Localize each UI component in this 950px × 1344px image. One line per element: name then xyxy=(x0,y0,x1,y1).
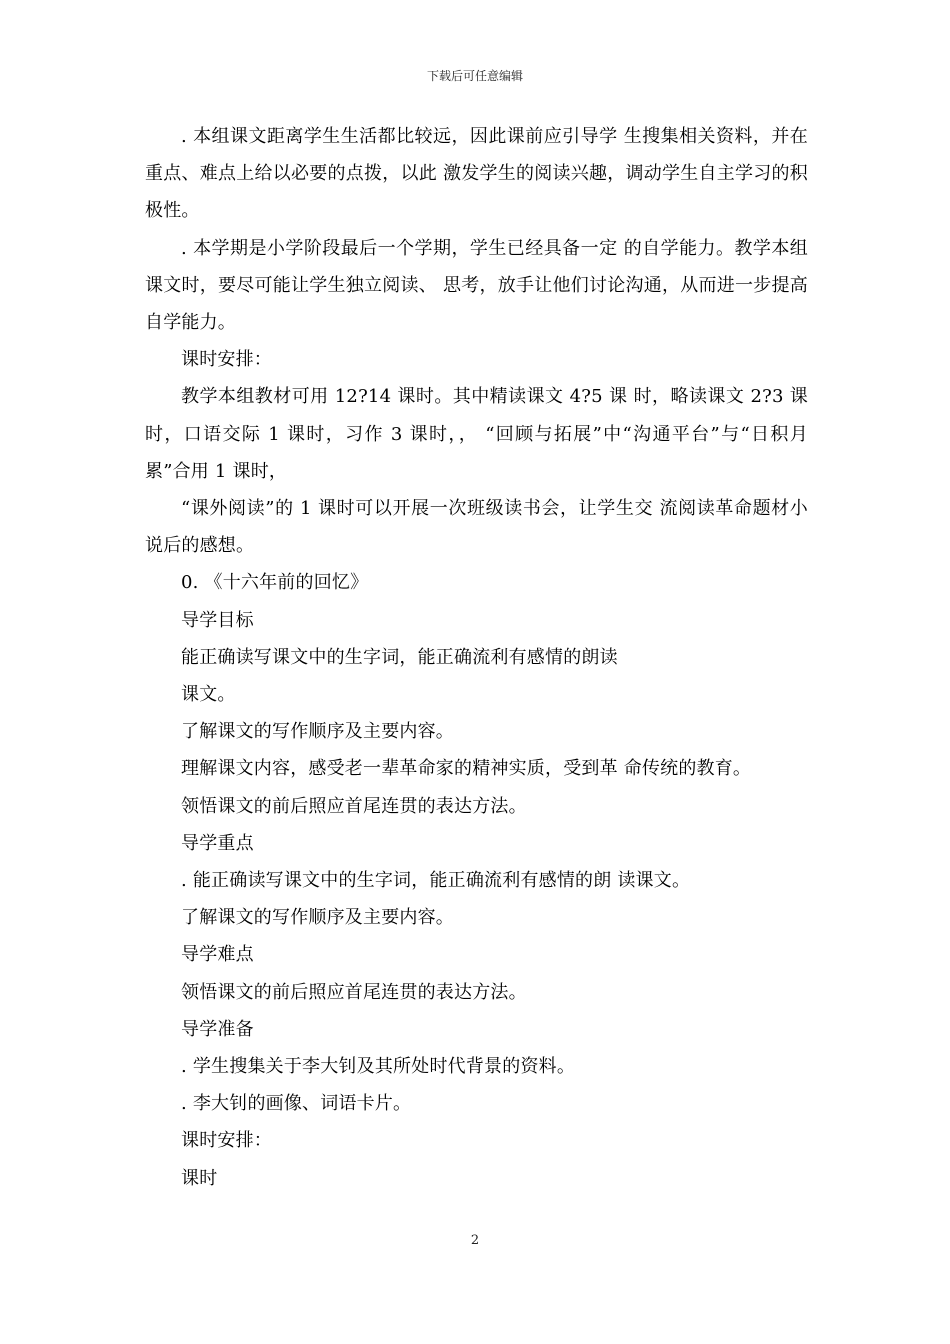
paragraph: 领悟课文的前后照应首尾连贯的表达方法。 xyxy=(181,795,527,817)
paragraph: 课文。 xyxy=(181,684,236,706)
document-body xyxy=(145,118,808,1197)
paragraph: “课外阅读”的 1 课时可以开展一次班级读书会，让学生交 流阅读革命题材小说后的感想。 xyxy=(145,498,808,557)
paragraph: . 学生搜集关于李大钊及其所处时代背景的资料。 xyxy=(181,1056,576,1078)
paragraph: 课时 xyxy=(181,1167,218,1189)
paragraph: 课时安排： xyxy=(181,349,272,371)
section-heading: 导学难点 xyxy=(181,944,254,966)
paragraph: . 能正确读写课文中的生字词，能正确流利有感情的朗 读课文。 xyxy=(181,870,691,892)
page-header: 下载后可任意编辑 xyxy=(426,69,523,83)
page-number: 2 xyxy=(470,1233,480,1248)
paragraph: 教学本组教材可用 12?14 课时。其中精读课文 4?5 课 时，略读课文 2?3 课时，口语交际 1 课时，习作 3 课时，， “回顾与拓展”中“沟通平台”与“日积月累”合用 1 课时， xyxy=(145,386,808,482)
paragraph: 课时安排： xyxy=(181,1130,272,1152)
paragraph: 能正确读写课文中的生字词，能正确流利有感情的朗读 xyxy=(181,646,618,668)
paragraph: 领悟课文的前后照应首尾连贯的表达方法。 xyxy=(181,981,527,1003)
paragraph: 了解课文的写作顺序及主要内容。 xyxy=(181,907,454,929)
paragraph: . 本学期是小学阶段最后一个学期，学生已经具备一定 的自学能力。教学本组课文时，要尽可能让学生独立阅读、 思考，放手让他们讨论沟通，从而进一步提高自学能力。 xyxy=(145,237,808,334)
paragraph: 理解课文内容，感受老一辈革命家的精神实质，受到革 命传统的教育。 xyxy=(181,758,752,780)
paragraph: . 本组课文距离学生生活都比较远，因此课前应引导学 生搜集相关资料，并在重点、难点上给以必要的点拨，以此 激发学生的阅读兴趣，调动学生自主学习的积极性。 xyxy=(145,126,808,222)
paragraph: . 李大钊的画像、词语卡片。 xyxy=(181,1093,412,1115)
section-heading: 导学重点 xyxy=(181,832,254,854)
section-heading: 导学准备 xyxy=(181,1018,254,1040)
section-heading: 导学目标 xyxy=(181,609,254,631)
lesson-title: 0. 《十六年前的回忆》 xyxy=(181,572,369,594)
paragraph: 了解课文的写作顺序及主要内容。 xyxy=(181,721,454,743)
